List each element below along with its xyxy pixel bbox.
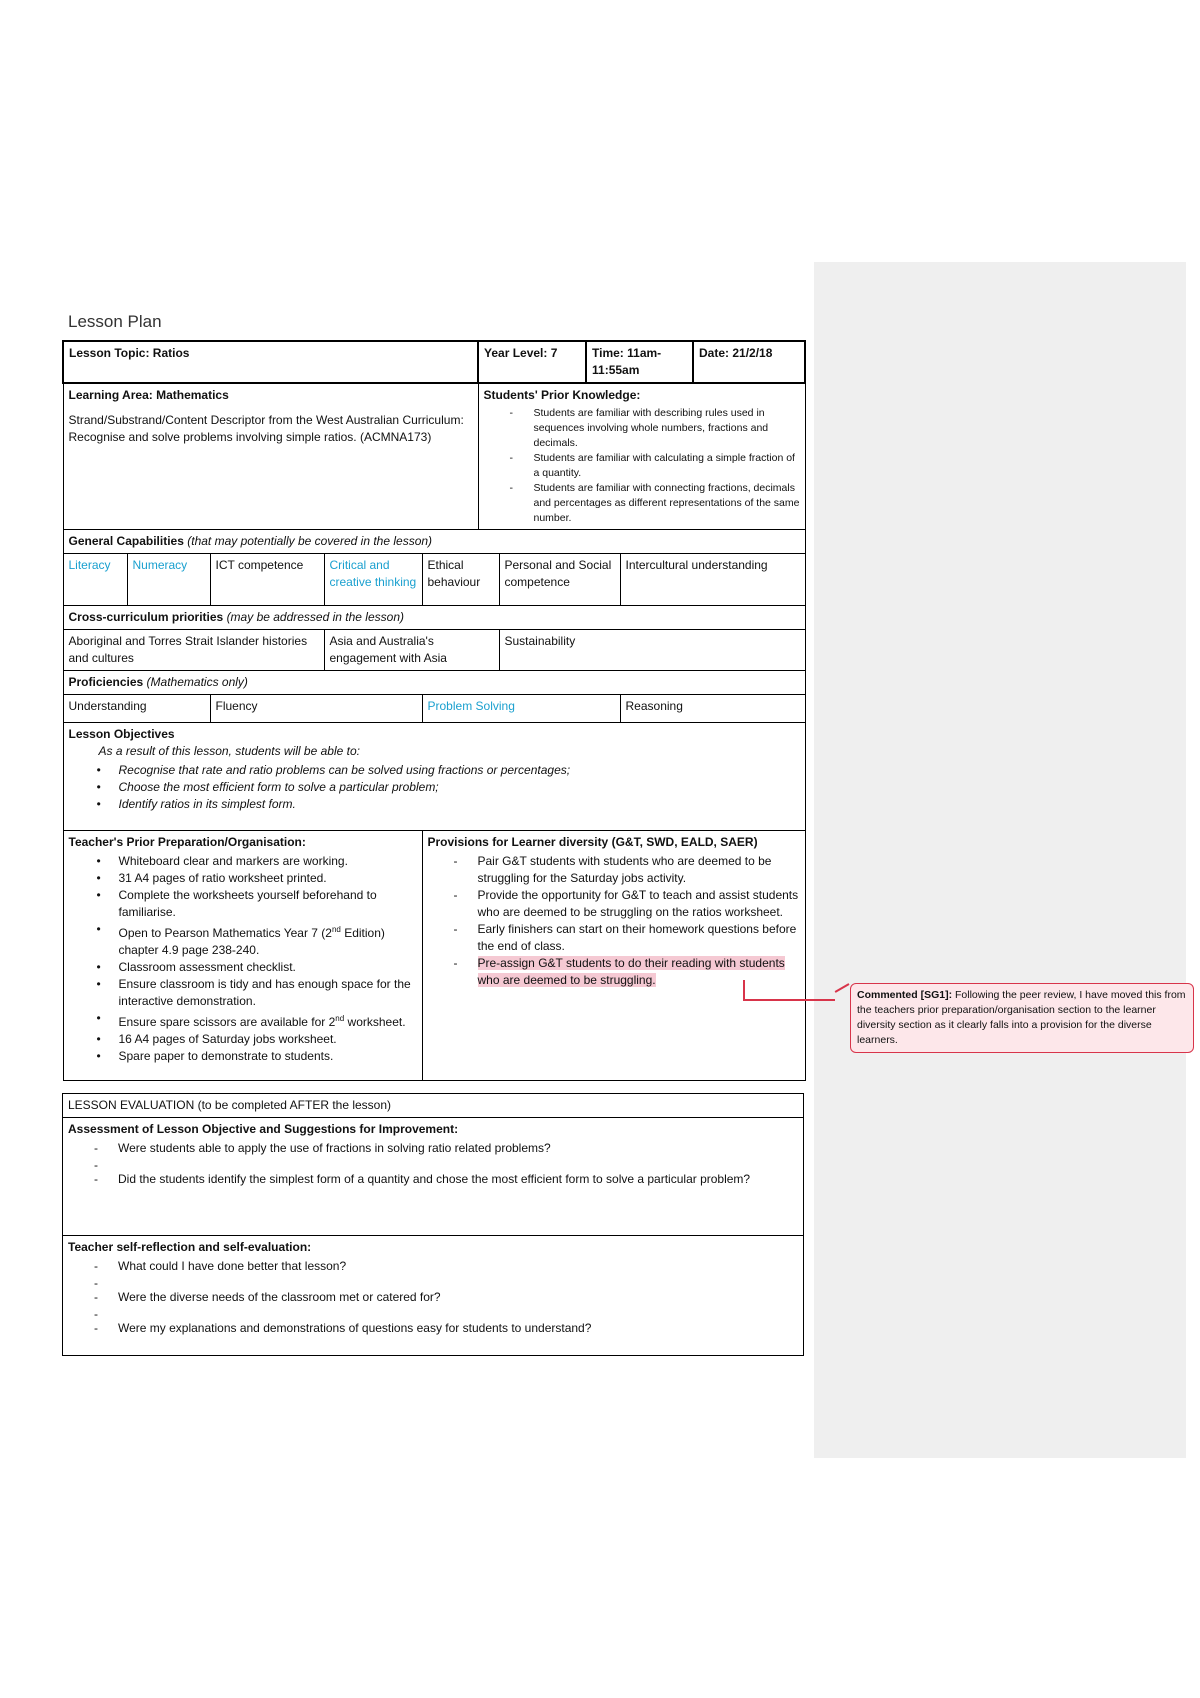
capabilities-title: General Capabilities [68, 534, 184, 548]
objectives-list [69, 762, 800, 813]
learning-area-cell [63, 383, 478, 530]
spacer [68, 1306, 798, 1320]
capability-intercultural: Intercultural understanding [620, 554, 805, 606]
reflection-list [68, 1258, 798, 1337]
list-item: • 16 A4 pages of Saturday jobs worksheet. [69, 1031, 417, 1048]
prior-knowledge-cell [478, 383, 805, 530]
capability-literacy: Literacy [63, 554, 127, 606]
preparation-title: Teacher's Prior Preparation/Organisation: [68, 835, 306, 849]
lesson-objectives-cell [63, 723, 805, 831]
assessment-list [68, 1140, 798, 1188]
learning-area: Learning Area: Mathematics [68, 388, 229, 402]
cross-curriculum-heading [63, 606, 805, 630]
commented-text-highlight[interactable]: Pre-assign G&T students to do their reading with students who are deemed to be struggling. [477, 956, 785, 987]
general-capabilities-heading [63, 530, 805, 554]
comment-label: Commented [SG1]: [857, 989, 953, 1001]
comment-margin-pane [814, 262, 1186, 1458]
lesson-time: Time: 11am-11:55am [586, 341, 693, 383]
capability-personal-social: Personal and Social competence [499, 554, 620, 606]
learner-diversity-cell [422, 831, 805, 1081]
proficiencies-note: (Mathematics only) [146, 675, 248, 689]
priority-sustainability: Sustainability [499, 630, 805, 671]
document-title: Lesson Plan [68, 312, 162, 331]
prior-knowledge-list [484, 406, 800, 526]
prior-knowledge-title: Students' Prior Knowledge: [483, 388, 641, 402]
objectives-intro: As a result of this lesson, students will be able to: [98, 744, 360, 758]
list-item: - Students are familiar with calculating a simple fraction of a quantity. [484, 451, 800, 481]
list-item: • Open to Pearson Mathematics Year 7 (2nd Edition) chapter 4.9 page 238-240. [69, 921, 417, 959]
lesson-date: Date: 21/2/18 [693, 341, 805, 383]
list-item: - Were students able to apply the use of fractions in solving ratio related problems? [68, 1140, 798, 1157]
list-item: - Students are familiar with describing rules used in sequences involving whole numbers, fractions and decimals. [484, 406, 800, 451]
list-item: • Identify ratios in its simplest form. [69, 796, 800, 813]
comment-connector-vertical [743, 980, 745, 1000]
list-item: - Students are familiar with connecting fractions, decimals and percentages as different representations of the same number. [484, 481, 800, 526]
reflection-title: Teacher self-reflection and self-evaluation: [68, 1240, 312, 1254]
proficiency-understanding: Understanding [63, 695, 210, 723]
capability-ict: ICT competence [210, 554, 324, 606]
lesson-topic: Lesson Topic: Ratios [63, 341, 478, 383]
evaluation-title: LESSON EVALUATION (to be completed AFTER the lesson) [63, 1094, 804, 1118]
priority-asia: Asia and Australia's engagement with Asia [324, 630, 499, 671]
objectives-title: Lesson Objectives [68, 727, 175, 741]
list-item: - Provide the opportunity for G&T to teach and assist students who are deemed to be struggling on the ratios worksheet. [428, 887, 800, 921]
assessment-title: Assessment of Lesson Objective and Suggestions for Improvement: [68, 1122, 459, 1136]
capability-numeracy: Numeracy [127, 554, 210, 606]
proficiencies-heading [63, 671, 805, 695]
cross-curriculum-title: Cross-curriculum priorities [68, 610, 224, 624]
year-level: Year Level: 7 [478, 341, 586, 383]
capability-ethical: Ethical behaviour [422, 554, 499, 606]
list-item: • Recognise that rate and ratio problems can be solved using fractions or percentages; [69, 762, 800, 779]
list-item: - Did the students identify the simplest form of a quantity and chose the most efficient form to solve a particular problem? [68, 1171, 798, 1188]
diversity-list [428, 853, 800, 989]
list-item: • Ensure spare scissors are available for 2nd worksheet. [69, 1010, 417, 1031]
lesson-plan-table [62, 340, 806, 1081]
diversity-title: Provisions for Learner diversity (G&T, SWD, EALD, SAER) [427, 835, 758, 849]
list-item: • Classroom assessment checklist. [69, 959, 417, 976]
cross-curriculum-note: (may be addressed in the lesson) [226, 610, 404, 624]
list-item: • 31 A4 pages of ratio worksheet printed. [69, 870, 417, 887]
list-item: - What could I have done better that lesson? [68, 1258, 798, 1275]
proficiency-fluency: Fluency [210, 695, 422, 723]
list-item: • Ensure classroom is tidy and has enough space for the interactive demonstration. [69, 976, 417, 1010]
list-item: • Choose the most efficient form to solve a particular problem; [69, 779, 800, 796]
spacer [68, 1275, 798, 1289]
list-item: - Early finishers can start on their homework questions before the end of class. [428, 921, 800, 955]
preparation-list [69, 853, 417, 1065]
list-item: • Complete the worksheets yourself beforehand to familiarise. [69, 887, 417, 921]
list-item: • Spare paper to demonstrate to students. [69, 1048, 417, 1065]
proficiency-problem-solving: Problem Solving [422, 695, 620, 723]
comment-text: Following the peer review, I have moved this from the teachers prior preparation/organisation section to the learner diversity section as it clearly falls into a provision for the diverse learners. [857, 989, 1186, 1046]
lesson-evaluation-table [62, 1093, 804, 1356]
comment-connector-horizontal-1 [743, 999, 835, 1001]
list-item: - Were my explanations and demonstrations of questions easy for students to understand? [68, 1320, 798, 1337]
capabilities-note: (that may potentially be covered in the lesson) [187, 534, 433, 548]
spacer [68, 1157, 798, 1171]
list-item: - Pair G&T students with students who are deemed to be struggling for the Saturday jobs activity. [428, 853, 800, 887]
reflection-cell [63, 1236, 804, 1356]
proficiencies-title: Proficiencies [68, 675, 144, 689]
priority-aboriginal: Aboriginal and Torres Strait Islander histories and cultures [63, 630, 324, 671]
capability-critical-thinking: Critical and creative thinking [324, 554, 422, 606]
content-descriptor: Strand/Substrand/Content Descriptor from the West Australian Curriculum: Recognise and solve problems involving simple ratios. (ACMNA173) [68, 413, 464, 444]
proficiency-reasoning: Reasoning [620, 695, 805, 723]
assessment-cell [63, 1118, 804, 1236]
preparation-cell [63, 831, 422, 1081]
list-item: - Were the diverse needs of the classroom met or catered for? [68, 1289, 798, 1306]
list-item: • Whiteboard clear and markers are working. [69, 853, 417, 870]
comment-balloon[interactable] [850, 983, 1194, 1053]
